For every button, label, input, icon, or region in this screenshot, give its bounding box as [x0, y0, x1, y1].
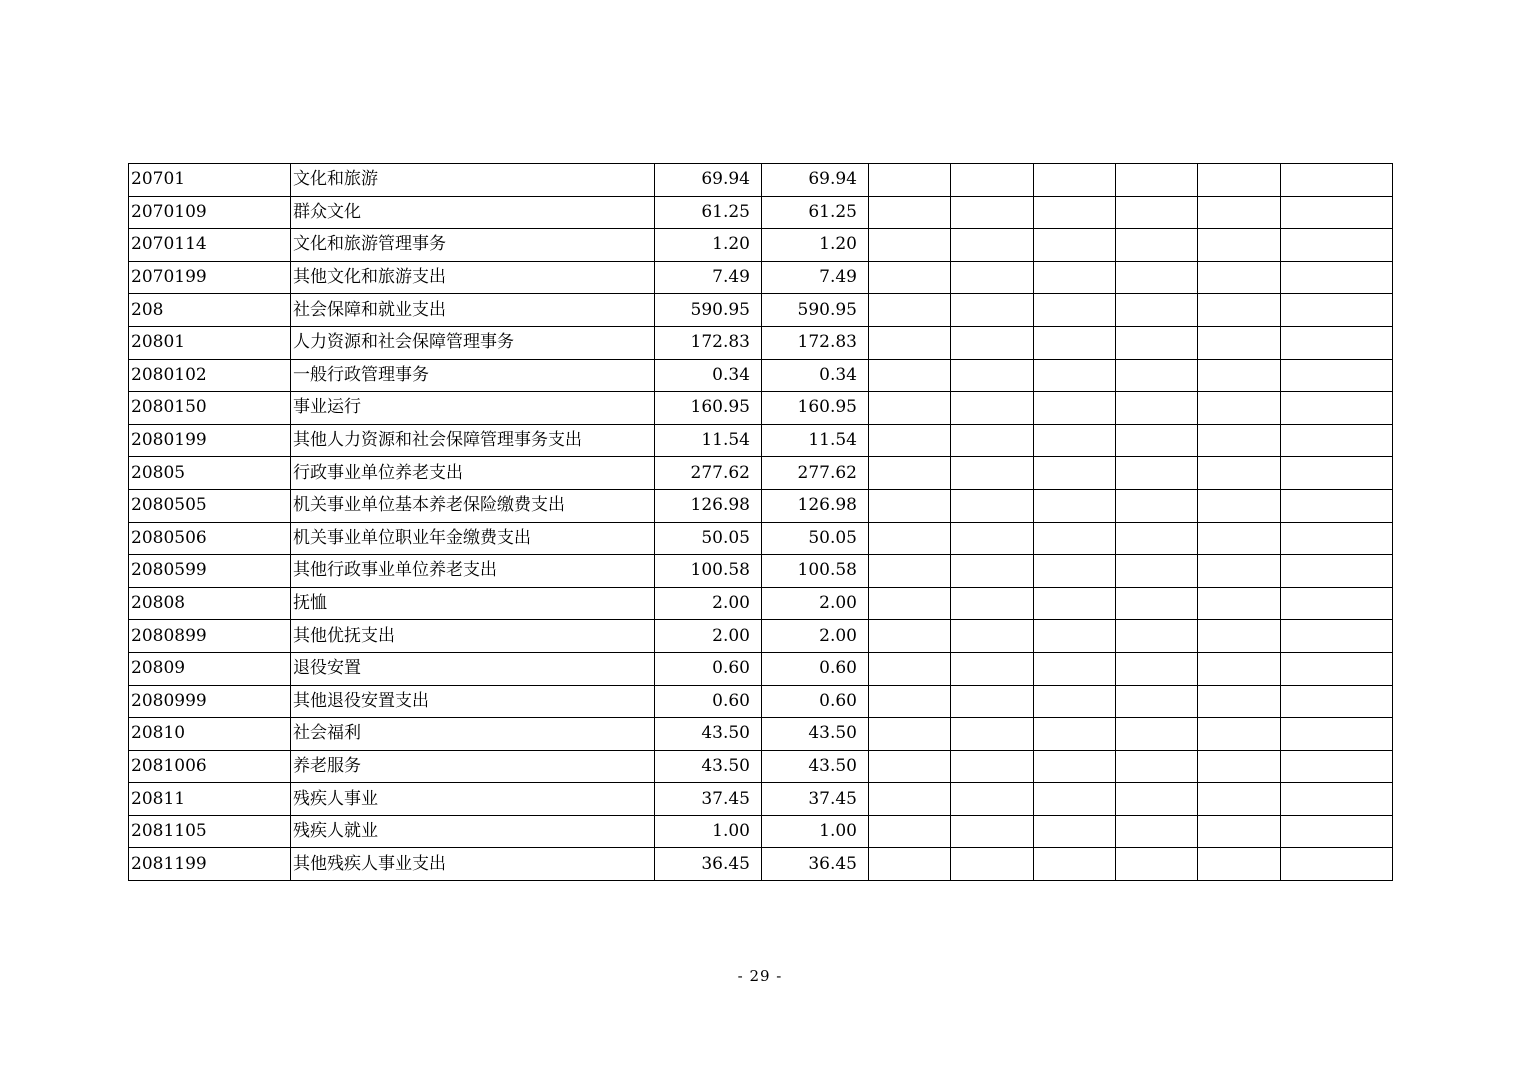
- empty-cell: [1198, 326, 1281, 359]
- empty-cell: [951, 164, 1034, 197]
- empty-cell: [1116, 848, 1198, 881]
- empty-cell: [869, 587, 951, 620]
- empty-cell: [1116, 326, 1198, 359]
- subject-code-cell: 2080102: [129, 359, 291, 392]
- empty-cell: [1198, 555, 1281, 588]
- table-row: [129, 522, 1393, 555]
- empty-cell: [1034, 326, 1116, 359]
- table-row: [129, 359, 1393, 392]
- empty-cell: [1034, 294, 1116, 327]
- subject-name-cell: 其他行政事业单位养老支出: [291, 555, 655, 588]
- table-row: [129, 815, 1393, 848]
- table-row: [129, 587, 1393, 620]
- empty-cell: [1281, 196, 1393, 229]
- amount-basic-cell: 36.45: [762, 848, 869, 881]
- subject-name-cell: 文化和旅游: [291, 164, 655, 197]
- empty-cell: [869, 750, 951, 783]
- empty-cell: [869, 294, 951, 327]
- empty-cell: [1116, 750, 1198, 783]
- amount-basic-cell: 100.58: [762, 555, 869, 588]
- subject-name-cell: 其他人力资源和社会保障管理事务支出: [291, 424, 655, 457]
- empty-cell: [1281, 685, 1393, 718]
- subject-name-cell: 退役安置: [291, 652, 655, 685]
- amount-basic-cell: 7.49: [762, 261, 869, 294]
- empty-cell: [1198, 522, 1281, 555]
- empty-cell: [869, 815, 951, 848]
- page-number: - 29 -: [737, 967, 783, 985]
- amount-total-cell: 2.00: [655, 620, 762, 653]
- subject-code-cell: 20811: [129, 783, 291, 816]
- empty-cell: [1116, 718, 1198, 751]
- amount-total-cell: 11.54: [655, 424, 762, 457]
- amount-basic-cell: 50.05: [762, 522, 869, 555]
- subject-name-cell: 事业运行: [291, 392, 655, 425]
- empty-cell: [1034, 392, 1116, 425]
- empty-cell: [1198, 359, 1281, 392]
- empty-cell: [1281, 652, 1393, 685]
- empty-cell: [951, 457, 1034, 490]
- table-row: [129, 229, 1393, 262]
- subject-code-cell: 20809: [129, 652, 291, 685]
- budget-table: [128, 163, 1393, 881]
- amount-total-cell: 61.25: [655, 196, 762, 229]
- empty-cell: [1198, 294, 1281, 327]
- empty-cell: [1281, 783, 1393, 816]
- amount-basic-cell: 0.60: [762, 652, 869, 685]
- empty-cell: [1198, 783, 1281, 816]
- empty-cell: [1281, 164, 1393, 197]
- empty-cell: [869, 848, 951, 881]
- empty-cell: [869, 261, 951, 294]
- subject-code-cell: 208: [129, 294, 291, 327]
- empty-cell: [1116, 555, 1198, 588]
- amount-total-cell: 0.34: [655, 359, 762, 392]
- empty-cell: [1116, 652, 1198, 685]
- subject-code-cell: 2080150: [129, 392, 291, 425]
- empty-cell: [1034, 848, 1116, 881]
- empty-cell: [869, 392, 951, 425]
- empty-cell: [1034, 652, 1116, 685]
- amount-basic-cell: 1.00: [762, 815, 869, 848]
- empty-cell: [1198, 392, 1281, 425]
- empty-cell: [869, 555, 951, 588]
- empty-cell: [1198, 848, 1281, 881]
- amount-total-cell: 277.62: [655, 457, 762, 490]
- subject-code-cell: 2081199: [129, 848, 291, 881]
- empty-cell: [951, 718, 1034, 751]
- empty-cell: [1281, 848, 1393, 881]
- table-row: [129, 750, 1393, 783]
- empty-cell: [1281, 620, 1393, 653]
- empty-cell: [1034, 424, 1116, 457]
- empty-cell: [1116, 359, 1198, 392]
- empty-cell: [869, 229, 951, 262]
- amount-total-cell: 590.95: [655, 294, 762, 327]
- empty-cell: [1198, 587, 1281, 620]
- empty-cell: [869, 196, 951, 229]
- empty-cell: [1281, 750, 1393, 783]
- empty-cell: [951, 685, 1034, 718]
- empty-cell: [951, 326, 1034, 359]
- table-row: [129, 424, 1393, 457]
- subject-name-cell: 社会福利: [291, 718, 655, 751]
- amount-basic-cell: 590.95: [762, 294, 869, 327]
- amount-basic-cell: 0.60: [762, 685, 869, 718]
- empty-cell: [951, 555, 1034, 588]
- amount-basic-cell: 11.54: [762, 424, 869, 457]
- amount-total-cell: 1.00: [655, 815, 762, 848]
- empty-cell: [1034, 489, 1116, 522]
- amount-total-cell: 0.60: [655, 652, 762, 685]
- empty-cell: [1034, 359, 1116, 392]
- table-row: [129, 196, 1393, 229]
- empty-cell: [951, 620, 1034, 653]
- empty-cell: [1198, 261, 1281, 294]
- table-row: [129, 457, 1393, 490]
- amount-total-cell: 69.94: [655, 164, 762, 197]
- empty-cell: [1116, 815, 1198, 848]
- empty-cell: [1198, 815, 1281, 848]
- subject-name-cell: 其他优抚支出: [291, 620, 655, 653]
- subject-name-cell: 残疾人事业: [291, 783, 655, 816]
- empty-cell: [951, 359, 1034, 392]
- empty-cell: [951, 261, 1034, 294]
- table-row: [129, 489, 1393, 522]
- empty-cell: [1198, 229, 1281, 262]
- table-row: [129, 294, 1393, 327]
- empty-cell: [869, 164, 951, 197]
- empty-cell: [1034, 229, 1116, 262]
- empty-cell: [1116, 620, 1198, 653]
- empty-cell: [1116, 424, 1198, 457]
- amount-basic-cell: 126.98: [762, 489, 869, 522]
- subject-name-cell: 人力资源和社会保障管理事务: [291, 326, 655, 359]
- amount-total-cell: 7.49: [655, 261, 762, 294]
- subject-code-cell: 2080899: [129, 620, 291, 653]
- empty-cell: [1116, 229, 1198, 262]
- empty-cell: [1198, 457, 1281, 490]
- amount-basic-cell: 277.62: [762, 457, 869, 490]
- subject-code-cell: 2081105: [129, 815, 291, 848]
- subject-name-cell: 文化和旅游管理事务: [291, 229, 655, 262]
- empty-cell: [1198, 489, 1281, 522]
- amount-total-cell: 36.45: [655, 848, 762, 881]
- empty-cell: [951, 587, 1034, 620]
- empty-cell: [1116, 587, 1198, 620]
- empty-cell: [1281, 457, 1393, 490]
- table-row: [129, 783, 1393, 816]
- amount-basic-cell: 1.20: [762, 229, 869, 262]
- subject-code-cell: 20701: [129, 164, 291, 197]
- amount-total-cell: 2.00: [655, 587, 762, 620]
- empty-cell: [1281, 489, 1393, 522]
- subject-code-cell: 20801: [129, 326, 291, 359]
- empty-cell: [1281, 424, 1393, 457]
- empty-cell: [1034, 587, 1116, 620]
- amount-basic-cell: 0.34: [762, 359, 869, 392]
- amount-basic-cell: 61.25: [762, 196, 869, 229]
- empty-cell: [1198, 620, 1281, 653]
- empty-cell: [869, 522, 951, 555]
- empty-cell: [869, 457, 951, 490]
- empty-cell: [1281, 718, 1393, 751]
- empty-cell: [869, 652, 951, 685]
- empty-cell: [1281, 587, 1393, 620]
- empty-cell: [951, 522, 1034, 555]
- empty-cell: [1116, 783, 1198, 816]
- table-row: [129, 848, 1393, 881]
- subject-code-cell: 20810: [129, 718, 291, 751]
- amount-basic-cell: 69.94: [762, 164, 869, 197]
- subject-code-cell: 2080599: [129, 555, 291, 588]
- empty-cell: [1034, 261, 1116, 294]
- empty-cell: [951, 294, 1034, 327]
- empty-cell: [951, 229, 1034, 262]
- subject-code-cell: 2080505: [129, 489, 291, 522]
- subject-name-cell: 机关事业单位基本养老保险缴费支出: [291, 489, 655, 522]
- table-row: [129, 261, 1393, 294]
- table-row: [129, 685, 1393, 718]
- subject-code-cell: 20808: [129, 587, 291, 620]
- subject-code-cell: 2080506: [129, 522, 291, 555]
- empty-cell: [1281, 815, 1393, 848]
- empty-cell: [1198, 685, 1281, 718]
- empty-cell: [1034, 718, 1116, 751]
- subject-name-cell: 其他退役安置支出: [291, 685, 655, 718]
- subject-code-cell: 20805: [129, 457, 291, 490]
- empty-cell: [1116, 294, 1198, 327]
- empty-cell: [1281, 326, 1393, 359]
- empty-cell: [1281, 229, 1393, 262]
- amount-basic-cell: 43.50: [762, 750, 869, 783]
- empty-cell: [1034, 164, 1116, 197]
- subject-name-cell: 其他文化和旅游支出: [291, 261, 655, 294]
- table-row: [129, 620, 1393, 653]
- empty-cell: [951, 489, 1034, 522]
- table-row: [129, 555, 1393, 588]
- empty-cell: [1198, 652, 1281, 685]
- empty-cell: [951, 392, 1034, 425]
- empty-cell: [1034, 750, 1116, 783]
- table-row: [129, 718, 1393, 751]
- empty-cell: [951, 783, 1034, 816]
- empty-cell: [951, 750, 1034, 783]
- subject-name-cell: 残疾人就业: [291, 815, 655, 848]
- empty-cell: [1034, 815, 1116, 848]
- subject-name-cell: 养老服务: [291, 750, 655, 783]
- subject-name-cell: 一般行政管理事务: [291, 359, 655, 392]
- subject-code-cell: 2080199: [129, 424, 291, 457]
- empty-cell: [1034, 196, 1116, 229]
- table-row: [129, 652, 1393, 685]
- subject-code-cell: 2070109: [129, 196, 291, 229]
- empty-cell: [1281, 555, 1393, 588]
- empty-cell: [869, 718, 951, 751]
- empty-cell: [1281, 359, 1393, 392]
- empty-cell: [869, 424, 951, 457]
- empty-cell: [1198, 750, 1281, 783]
- empty-cell: [869, 489, 951, 522]
- empty-cell: [951, 424, 1034, 457]
- amount-basic-cell: 172.83: [762, 326, 869, 359]
- empty-cell: [869, 620, 951, 653]
- amount-basic-cell: 37.45: [762, 783, 869, 816]
- empty-cell: [951, 652, 1034, 685]
- empty-cell: [869, 359, 951, 392]
- subject-name-cell: 机关事业单位职业年金缴费支出: [291, 522, 655, 555]
- empty-cell: [1198, 424, 1281, 457]
- amount-total-cell: 0.60: [655, 685, 762, 718]
- empty-cell: [1281, 294, 1393, 327]
- empty-cell: [951, 848, 1034, 881]
- subject-code-cell: 2081006: [129, 750, 291, 783]
- amount-basic-cell: 160.95: [762, 392, 869, 425]
- empty-cell: [1198, 196, 1281, 229]
- amount-total-cell: 126.98: [655, 489, 762, 522]
- empty-cell: [1281, 522, 1393, 555]
- amount-total-cell: 160.95: [655, 392, 762, 425]
- amount-basic-cell: 2.00: [762, 587, 869, 620]
- empty-cell: [1281, 261, 1393, 294]
- subject-name-cell: 抚恤: [291, 587, 655, 620]
- table-row: [129, 326, 1393, 359]
- empty-cell: [1034, 685, 1116, 718]
- table-row: [129, 392, 1393, 425]
- empty-cell: [1198, 718, 1281, 751]
- empty-cell: [1281, 392, 1393, 425]
- empty-cell: [869, 326, 951, 359]
- empty-cell: [869, 685, 951, 718]
- amount-basic-cell: 2.00: [762, 620, 869, 653]
- empty-cell: [1034, 620, 1116, 653]
- empty-cell: [1116, 522, 1198, 555]
- amount-total-cell: 50.05: [655, 522, 762, 555]
- subject-code-cell: 2070114: [129, 229, 291, 262]
- subject-name-cell: 其他残疾人事业支出: [291, 848, 655, 881]
- amount-total-cell: 43.50: [655, 750, 762, 783]
- empty-cell: [1116, 457, 1198, 490]
- empty-cell: [1034, 457, 1116, 490]
- amount-total-cell: 172.83: [655, 326, 762, 359]
- empty-cell: [1034, 783, 1116, 816]
- subject-name-cell: 社会保障和就业支出: [291, 294, 655, 327]
- table-row: [129, 164, 1393, 197]
- amount-total-cell: 100.58: [655, 555, 762, 588]
- empty-cell: [1116, 261, 1198, 294]
- subject-code-cell: 2070199: [129, 261, 291, 294]
- empty-cell: [1116, 392, 1198, 425]
- empty-cell: [951, 815, 1034, 848]
- amount-total-cell: 37.45: [655, 783, 762, 816]
- amount-total-cell: 43.50: [655, 718, 762, 751]
- subject-name-cell: 群众文化: [291, 196, 655, 229]
- empty-cell: [1116, 164, 1198, 197]
- empty-cell: [1034, 522, 1116, 555]
- empty-cell: [869, 783, 951, 816]
- subject-code-cell: 2080999: [129, 685, 291, 718]
- subject-name-cell: 行政事业单位养老支出: [291, 457, 655, 490]
- empty-cell: [951, 196, 1034, 229]
- empty-cell: [1116, 196, 1198, 229]
- empty-cell: [1116, 489, 1198, 522]
- empty-cell: [1198, 164, 1281, 197]
- empty-cell: [1034, 555, 1116, 588]
- table-body: [129, 164, 1393, 881]
- amount-total-cell: 1.20: [655, 229, 762, 262]
- amount-basic-cell: 43.50: [762, 718, 869, 751]
- empty-cell: [1116, 685, 1198, 718]
